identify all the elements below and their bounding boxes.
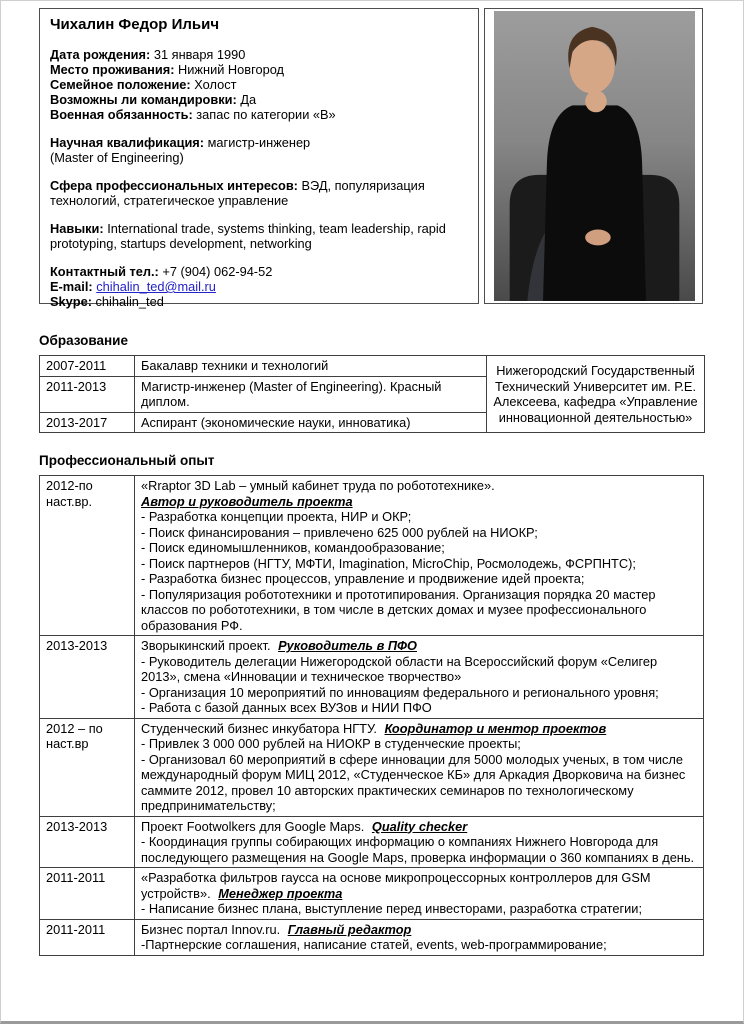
bullet-line: - Привлек 3 000 000 рублей на НИОКР в студенческие проекты; [141, 736, 521, 751]
field-skype [50, 294, 468, 309]
experience-title: «Разработка фильтров гаусса на основе микропроцессорных контроллеров для GSM устройств». [141, 870, 651, 901]
field-label: Дата рождения: [50, 47, 151, 62]
field-label: Научная квалификация: [50, 135, 205, 150]
field-value: запас по категории «В» [196, 107, 336, 122]
person-name: Чихалин Федор Ильич [50, 16, 220, 33]
bullet-line: - Координация группы собирающих информацию о компаниях Нижнего Новгорода для последующего размещения на Google Maps, проверка информации о 360 компаниях в день. [141, 834, 695, 865]
experience-title: Проект Footwolkers для Google Maps. [141, 818, 365, 834]
experience-role: Руководитель в ПФО [278, 638, 418, 653]
field-email [50, 279, 468, 294]
education-heading: Образование [39, 333, 128, 348]
bullet-line: - Поиск партнеров (НГТУ, МФТИ, Imagination, MicroChip, Росмолодежь, ФСРПНТС); [141, 555, 636, 571]
field-value: Да [240, 92, 257, 107]
bullet-line: - Руководитель делегации Нижегородской области на Всероссийский форум «Селигер 2013», смена «Инновации и техническое творчество» [141, 653, 658, 684]
experience-period-cell: 2011-2011 [40, 868, 135, 920]
field-value: 31 января 1990 [153, 47, 246, 62]
bullet-line: -Партнерские соглашения, написание статей, events, web-программирование; [141, 937, 607, 952]
field-value: магистр-инженер [207, 135, 311, 150]
field-marital-status [50, 77, 468, 92]
fist-shape [585, 90, 607, 112]
experience-title: Бизнес портал Innov.ru. [141, 921, 281, 937]
field-label: Навыки: [50, 221, 104, 236]
experience-row [40, 476, 704, 636]
experience-details-cell [135, 476, 704, 636]
qualification-note: (Master of Engineering) [50, 150, 184, 165]
field-qualification [50, 135, 468, 150]
field-label: Контактный тел.: [50, 264, 159, 279]
experience-row [40, 868, 704, 920]
bullet-line: - Работа с базой данных всех ВУЗов и НИИ ПФО [141, 700, 432, 715]
experience-details-cell [135, 868, 704, 920]
experience-period-cell: 2013-2013 [40, 816, 135, 868]
photo-frame [484, 8, 703, 304]
education-degree-cell: Аспирант (экономические науки, инноватика) [135, 412, 487, 433]
experience-period-cell: 2011-2011 [40, 919, 135, 955]
field-phone [50, 264, 468, 279]
field-label: Возможны ли командировки: [50, 92, 237, 107]
experience-table [39, 475, 704, 956]
experience-role: Менеджер проекта [218, 885, 343, 901]
experience-role: Главный редактор [287, 921, 412, 937]
bullet-line: - Разработка бизнес процессов, управление и продвижение идей проекта; [141, 571, 585, 586]
experience-title: Зворыкинский проект. [141, 638, 271, 653]
email-link[interactable]: chihalin_ted@mail.ru [96, 279, 216, 294]
field-label: Сфера профессиональных интересов: [50, 178, 298, 193]
field-label: Военная обязанность: [50, 107, 193, 122]
personal-info-box [39, 8, 479, 309]
education-table [39, 355, 705, 433]
experience-period-cell: 2012 – по наст.вр [40, 718, 135, 816]
experience-row [40, 636, 704, 719]
education-institution-cell: Нижегородский Государственный Технический Университет им. Р.Е. Алексеева, кафедра «Управление инновационной деятельностью» [487, 356, 705, 433]
skills-group [50, 221, 468, 251]
experience-details-cell [135, 919, 704, 955]
field-value: International trade, systems thinking, team leadership, rapid prototyping, startups development, networking [50, 221, 446, 251]
experience-details-cell [135, 816, 704, 868]
experience-row [40, 816, 704, 868]
education-period-cell: 2013-2017 [40, 412, 135, 433]
field-skills [50, 221, 468, 251]
experience-heading: Профессиональный опыт [39, 453, 215, 468]
field-value: chihalin_ted [95, 294, 164, 309]
experience-period-cell: 2013-2013 [40, 636, 135, 719]
experience-role: Автор и руководитель проекта [141, 493, 353, 509]
head-shape [569, 40, 614, 94]
experience-row [40, 718, 704, 816]
education-degree-cell: Бакалавр техники и технологий [135, 356, 487, 377]
header-section [39, 8, 703, 309]
hand-shape [585, 229, 610, 245]
education-row [40, 356, 705, 377]
field-value: ВЭД, популяризация технологий, стратегическое управление [50, 178, 425, 208]
field-label: Место проживания: [50, 62, 175, 77]
bullet-line: - Организация 10 мероприятий по инновациям федерального и регионального уровня; [141, 684, 659, 700]
experience-details-cell [135, 636, 704, 719]
bullet-line: - Написание бизнес плана, выступление перед инвесторами, разработка стратегии; [141, 901, 643, 916]
field-location [50, 62, 468, 77]
field-birth-date [50, 47, 468, 62]
interests-group [50, 178, 468, 208]
bullet-line: - Организовал 60 мероприятий в сфере инновации для 5000 молодых ученых, в том числе международный форум МИЦ 2012, «Студенческое КБ» для Аркадия Дворковича на бизнес саммите 2012, провел 10 авторских практических семинаров по технологическому предпринимательству; [141, 751, 686, 813]
experience-title: «Rraptor 3D Lab – умный кабинет труда по робототехнике». [141, 478, 495, 493]
profile-photo [494, 11, 695, 301]
basic-info-group [50, 47, 468, 122]
experience-role: Координатор и ментор проектов [384, 720, 607, 736]
experience-title: Студенческий бизнес инкубатора НГТУ. [141, 720, 377, 736]
document-body [39, 333, 707, 956]
field-military-duty [50, 107, 468, 122]
experience-row [40, 919, 704, 955]
field-label: E-mail: [50, 279, 93, 294]
field-label: Семейное положение: [50, 77, 191, 92]
field-interests [50, 178, 468, 208]
education-period-cell: 2011-2013 [40, 376, 135, 412]
contacts-group [50, 264, 468, 309]
bullet-line: - Популяризация робототехники и прототипирования. Организация порядка 20 мастер классов по робототехники, в том числе в детских домах и музее профессионального образования РФ. [141, 586, 656, 633]
bullet-line: - Разработка концепции проекта, НИР и ОКР; [141, 509, 412, 524]
field-value: +7 (904) 062-94-52 [162, 264, 273, 279]
bullet-line: - Поиск единомышленников, командообразование; [141, 540, 445, 555]
field-value: Холост [194, 77, 237, 92]
qualification-group [50, 135, 468, 165]
education-degree-cell: Магистр-инженер (Master of Engineering). Красный диплом. [135, 376, 487, 412]
experience-period-cell: 2012-по наст.вр. [40, 476, 135, 636]
field-label: Skype: [50, 294, 92, 309]
field-business-trips [50, 92, 468, 107]
bullet-line: - Поиск финансирования – привлечено 625 000 рублей на НИОКР; [141, 524, 538, 540]
experience-details-cell [135, 718, 704, 816]
section-spacer [39, 433, 707, 453]
experience-role: Quality checker [371, 818, 468, 834]
education-period-cell: 2007-2011 [40, 356, 135, 377]
field-value: Нижний Новгород [178, 62, 284, 77]
